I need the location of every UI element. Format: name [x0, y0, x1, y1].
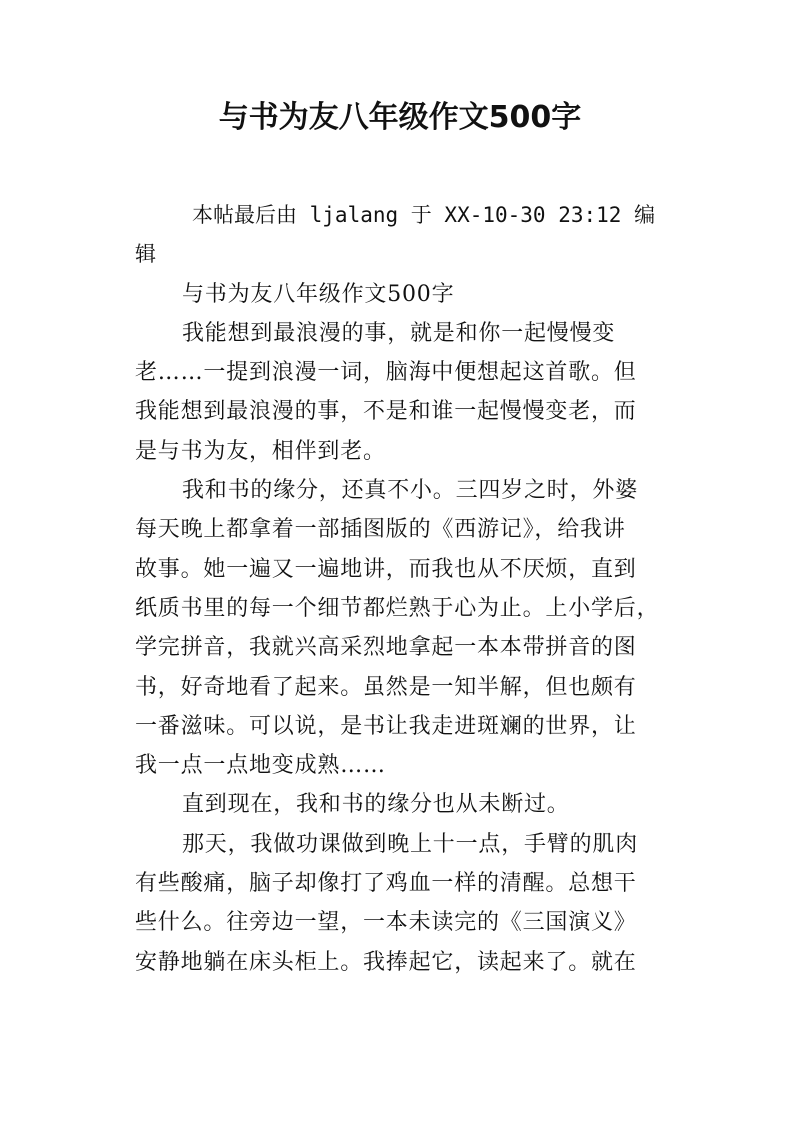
paragraph-line: 一番滋味。可以说，是书让我走进斑斓的世界，让 [135, 713, 637, 739]
post-meta-line-2: 辑 [135, 242, 156, 267]
document-title: 与书为友八年级作文500字 [218, 100, 582, 135]
paragraph-line: 有些酸痛，脑子却像打了鸡血一样的清醒。总想干 [135, 871, 637, 897]
paragraph-2 [135, 471, 667, 785]
paragraph-1 [135, 314, 667, 471]
document-subtitle: 与书为友八年级作文500字 [182, 281, 455, 307]
post-meta-line-1: 本帖最后由 ljalang 于 XX-10-30 23:12 编 [192, 203, 656, 227]
paragraph-line: 每天晚上都拿着一部插图版的《西游记》，给我讲 [135, 517, 626, 543]
paragraph-line: 些什么。往旁边一望，一本未读完的《三国演义》 [135, 910, 637, 936]
paragraph-3 [135, 785, 667, 824]
paragraph-line: 我能想到最浪漫的事，就是和你一起慢慢变 [182, 320, 616, 346]
paragraph-line: 故事。她一遍又一遍地讲，而我也从不厌烦，直到 [135, 556, 637, 582]
paragraph-line: 书，好奇地看了起来。虽然是一知半解，但也颇有 [135, 674, 637, 700]
paragraph-4 [135, 825, 667, 982]
paragraph-line: 我一点一点地变成熟…… [135, 753, 386, 779]
paragraph-line: 我和书的缘分，还真不小。三四岁之时，外婆 [182, 478, 639, 504]
paragraph-line: 纸质书里的每一个细节都烂熟于心为止。上小学后， [135, 595, 660, 621]
paragraph-line: 老……一提到浪漫一词，脑海中便想起这首歌。但 [135, 360, 637, 386]
paragraph-line: 是与书为友，相伴到老。 [135, 438, 386, 464]
paragraph-line: 我能想到最浪漫的事，不是和谁一起慢慢变老，而 [135, 399, 637, 425]
paragraph-line: 直到现在，我和书的缘分也从未断过。 [182, 792, 570, 818]
paragraph-line: 安静地躺在床头柜上。我捧起它，读起来了。就在 [135, 949, 637, 975]
paragraph-line: 那天，我做功课做到晚上十一点，手臂的肌肉 [182, 831, 639, 857]
document-body [135, 196, 667, 982]
paragraph-line: 学完拼音，我就兴高采烈地拿起一本本带拼音的图 [135, 635, 637, 661]
